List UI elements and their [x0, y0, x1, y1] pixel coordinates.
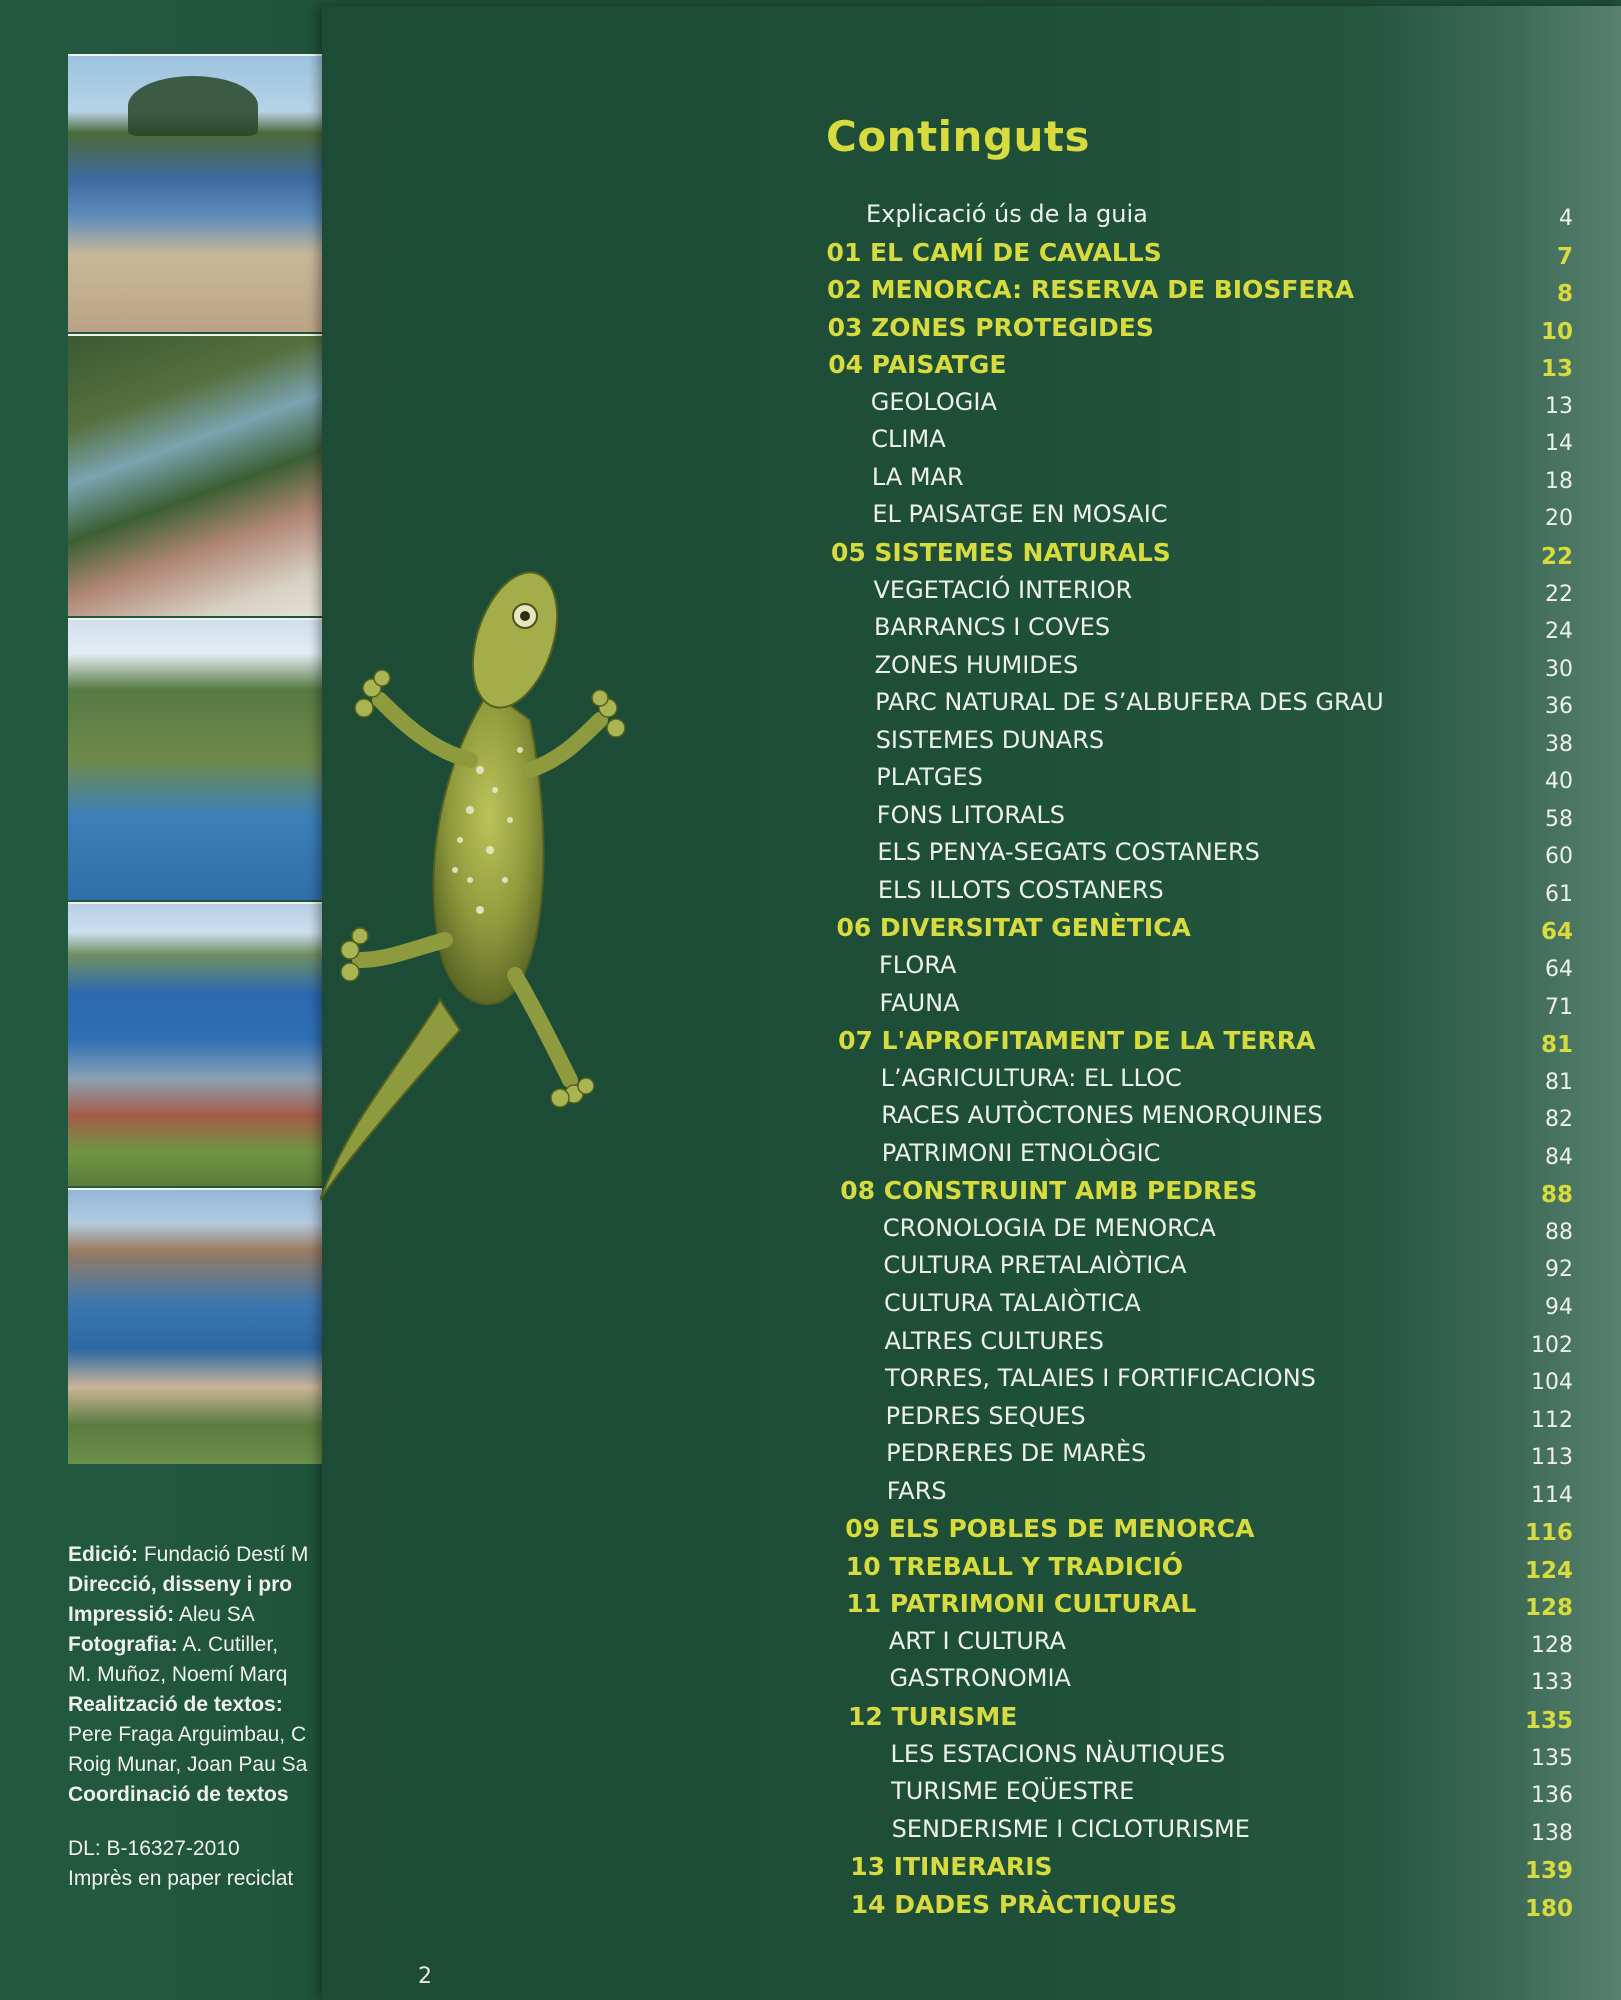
toc-page-number: 114 — [1531, 1482, 1573, 1508]
toc-page-number: 60 — [1545, 844, 1573, 870]
toc-section-row — [0, 1514, 1621, 1550]
toc-row — [0, 1777, 1621, 1813]
toc-label: 02 MENORCA: RESERVA DE BIOSFERA — [827, 275, 1355, 305]
legal-line: DL: B-16327-2010 — [68, 1837, 240, 1860]
toc-page-number: 81 — [1545, 1069, 1573, 1095]
toc-page-number: 7 — [1556, 243, 1573, 270]
toc-label: 12 TURISME — [848, 1702, 1018, 1731]
toc-page-number: 22 — [1545, 581, 1573, 607]
toc-page-number: 136 — [1531, 1783, 1573, 1809]
toc-label: TORRES, TALAIES I FORTIFICACIONS — [885, 1364, 1316, 1393]
toc-page-number: 8 — [1556, 281, 1573, 308]
toc-page-number: 116 — [1524, 1520, 1573, 1547]
toc-row — [0, 726, 1621, 762]
toc-row — [0, 1364, 1621, 1400]
toc-label: SENDERISME I CICLOTURISME — [891, 1814, 1250, 1843]
toc-row — [0, 1664, 1621, 1700]
toc-label: Explicació ús de la guia — [866, 200, 1148, 228]
toc-page-number: 81 — [1540, 1032, 1573, 1059]
credit-role: Edició: — [68, 1543, 139, 1566]
toc-label: ALTRES CULTURES — [884, 1326, 1105, 1355]
toc-row — [0, 1064, 1621, 1100]
toc-page-number: 112 — [1531, 1407, 1573, 1433]
toc-label: BARRANCS I COVES — [874, 613, 1111, 642]
toc-row — [0, 838, 1621, 874]
toc-section-row — [0, 538, 1621, 574]
toc-section-row — [0, 350, 1621, 386]
toc-row — [0, 1740, 1621, 1776]
toc-page-number: 22 — [1540, 543, 1573, 570]
page-number: 2 — [418, 1964, 432, 1989]
toc-page-number: 24 — [1545, 619, 1573, 645]
toc-row — [0, 1439, 1621, 1475]
toc-label: 04 PAISATGE — [828, 350, 1007, 380]
toc-label: LA MAR — [871, 462, 964, 491]
toc-page-number: 58 — [1545, 806, 1573, 832]
credit-text: A. Cutiller, — [177, 1633, 279, 1656]
toc-page-number: 14 — [1545, 431, 1573, 457]
credit-role: Fotografia: — [68, 1633, 178, 1656]
toc-label: 08 CONSTRUINT AMB PEDRES — [840, 1176, 1258, 1206]
toc-row — [0, 989, 1621, 1025]
toc-label: CLIMA — [871, 425, 946, 454]
toc-row — [0, 951, 1621, 987]
toc-label: ZONES HUMIDES — [874, 650, 1079, 679]
credit-text: Pere Fraga Arguimbau, C — [68, 1723, 307, 1746]
toc-label: PLATGES — [876, 763, 983, 792]
toc-label: FLORA — [879, 951, 957, 979]
toc-row — [0, 1815, 1621, 1851]
toc-row — [0, 463, 1621, 499]
toc-label: L’AGRICULTURA: EL LLOC — [880, 1063, 1182, 1092]
toc-label: 03 ZONES PROTEGIDES — [827, 312, 1154, 342]
toc-row — [0, 388, 1621, 424]
toc-row — [0, 1214, 1621, 1250]
toc-page-number: 82 — [1545, 1107, 1573, 1133]
toc-page-number: 10 — [1540, 318, 1573, 345]
toc-section-row — [0, 313, 1621, 349]
toc-row — [0, 651, 1621, 687]
toc-page-number: 64 — [1545, 957, 1573, 982]
toc-label: FONS LITORALS — [876, 800, 1066, 829]
toc-section-row — [0, 275, 1621, 311]
toc-label: 11 PATRIMONI CULTURAL — [846, 1589, 1197, 1619]
toc-section-row — [0, 1552, 1621, 1588]
toc-row — [0, 688, 1621, 724]
toc-page-number: 36 — [1545, 694, 1573, 720]
toc-label: VEGETACIÓ INTERIOR — [873, 575, 1133, 604]
toc-section-row — [0, 1589, 1621, 1625]
toc-label: 13 ITINERARIS — [850, 1852, 1053, 1882]
legal-line: Imprès en paper reciclat — [68, 1867, 294, 1890]
toc-row — [0, 576, 1621, 612]
toc-row — [0, 763, 1621, 799]
toc-page-number: 128 — [1524, 1595, 1573, 1622]
toc-page-number: 71 — [1545, 994, 1573, 1020]
toc-row — [0, 1402, 1621, 1438]
toc-label: TURISME EQÜESTRE — [891, 1777, 1135, 1806]
toc-page-number: 13 — [1540, 356, 1573, 383]
toc-label: PEDRES SEQUES — [885, 1401, 1086, 1430]
toc-label: CULTURA TALAIÒTICA — [883, 1288, 1141, 1317]
toc-label: PEDRERES DE MARÈS — [886, 1439, 1147, 1468]
toc-page-number: 61 — [1545, 881, 1573, 907]
toc-page-number: 88 — [1545, 1219, 1573, 1245]
toc-section-row — [0, 1176, 1621, 1212]
toc-label: EL PAISATGE EN MOSAIC — [872, 500, 1168, 529]
toc-label: RACES AUTÒCTONES MENORQUINES — [881, 1101, 1323, 1130]
toc-label: FAUNA — [879, 988, 960, 1017]
toc-page-number: 180 — [1524, 1895, 1573, 1922]
credit-role: Coordinació de textos — [68, 1783, 289, 1806]
toc-section-row — [0, 1702, 1621, 1738]
toc-label: GEOLOGIA — [870, 387, 997, 416]
toc-page-number: 92 — [1545, 1257, 1573, 1283]
toc-page-number: 18 — [1545, 468, 1573, 494]
toc-label: SISTEMES DUNARS — [875, 725, 1105, 754]
credit-text: Aleu SA — [174, 1603, 255, 1626]
toc-label: CULTURA PRETALAIÒTICA — [883, 1251, 1187, 1280]
toc-label: CRONOLOGIA DE MENORCA — [882, 1213, 1216, 1242]
toc-label: 14 DADES PRÀCTIQUES — [850, 1889, 1178, 1919]
toc-row — [0, 500, 1621, 536]
toc-section-row — [0, 1890, 1621, 1926]
toc-row — [0, 613, 1621, 649]
toc-row — [0, 200, 1621, 236]
toc-row — [0, 1139, 1621, 1175]
toc-section-row — [0, 913, 1621, 949]
toc-label: 09 ELS POBLES DE MENORCA — [845, 1514, 1255, 1544]
toc-page-number: 88 — [1540, 1182, 1573, 1209]
toc-row — [0, 876, 1621, 912]
credit-text: M. Muñoz, Noemí Marq — [68, 1663, 288, 1686]
toc-row — [0, 1101, 1621, 1137]
page-title: Continguts — [826, 112, 1090, 161]
toc-label: FARS — [886, 1476, 947, 1505]
toc-page-number: 13 — [1545, 393, 1573, 419]
toc-page-number: 64 — [1540, 919, 1573, 946]
toc-row — [0, 1627, 1621, 1663]
toc-row — [0, 1477, 1621, 1513]
credit-role: Realització de textos: — [68, 1693, 283, 1716]
toc-label: LES ESTACIONS NÀUTIQUES — [890, 1739, 1226, 1768]
toc-section-row — [0, 1852, 1621, 1888]
toc-label: ART I CULTURA — [888, 1626, 1066, 1655]
toc-label: 05 SISTEMES NATURALS — [830, 537, 1171, 567]
toc-page-number: 128 — [1531, 1632, 1573, 1658]
toc-page-number: 124 — [1524, 1557, 1573, 1584]
toc-page-number: 133 — [1531, 1670, 1573, 1696]
toc-label: 01 EL CAMÍ DE CAVALLS — [826, 237, 1162, 267]
toc-page-number: 113 — [1531, 1445, 1573, 1471]
credit-text: Roig Munar, Joan Pau Sa — [68, 1753, 308, 1776]
toc-page-number: 30 — [1545, 656, 1573, 682]
toc-row — [0, 1289, 1621, 1325]
toc-label: ELS ILLOTS COSTANERS — [877, 875, 1164, 904]
toc-page-number: 94 — [1545, 1294, 1573, 1320]
toc-page-number: 138 — [1531, 1820, 1573, 1846]
credit-role: Direcció, disseny i pro — [68, 1573, 293, 1596]
toc-page-number: 135 — [1524, 1708, 1573, 1734]
toc-page-number: 40 — [1545, 769, 1573, 795]
toc-page-number: 20 — [1545, 506, 1573, 532]
toc-row — [0, 1251, 1621, 1287]
toc-page-number: 139 — [1524, 1858, 1573, 1885]
toc-label: PATRIMONI ETNOLÒGIC — [881, 1138, 1161, 1167]
toc-label: ELS PENYA-SEGATS COSTANERS — [877, 838, 1260, 867]
toc-row — [0, 801, 1621, 837]
toc-label: 10 TREBALL Y TRADICIÓ — [845, 1551, 1184, 1581]
toc-label: GASTRONOMIA — [889, 1664, 1071, 1693]
toc-label: 07 L'APROFITAMENT DE LA TERRA — [838, 1026, 1316, 1056]
toc-section-row — [0, 238, 1621, 274]
toc-page-number: 4 — [1559, 206, 1573, 231]
toc-section-row — [0, 1026, 1621, 1062]
toc-page-number: 102 — [1531, 1332, 1573, 1358]
credit-text: Fundació Destí M — [138, 1543, 309, 1566]
toc-label: PARC NATURAL DE S’ALBUFERA DES GRAU — [875, 688, 1384, 717]
credit-role: Impressió: — [68, 1603, 175, 1626]
toc-page-number: 38 — [1545, 731, 1573, 757]
toc-page-number: 104 — [1531, 1370, 1573, 1396]
toc-row — [0, 1327, 1621, 1363]
toc-row — [0, 425, 1621, 461]
toc-label: 06 DIVERSITAT GENÈTICA — [836, 913, 1191, 943]
toc-page-number: 84 — [1545, 1144, 1573, 1170]
toc-page-number: 135 — [1531, 1745, 1573, 1771]
